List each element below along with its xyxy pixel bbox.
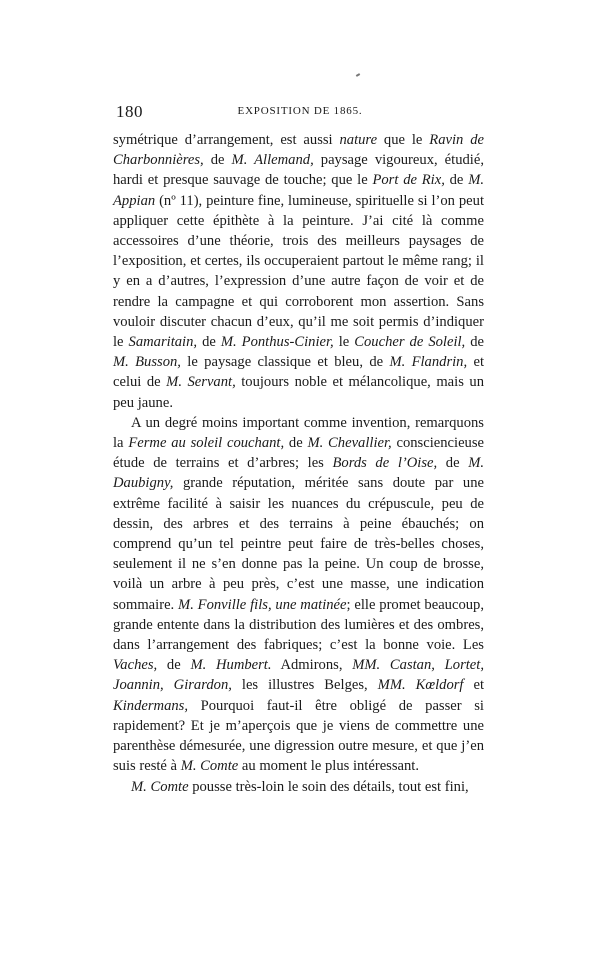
text-run: Admirons, [271,657,353,674]
text-run: de [465,334,484,351]
italic-run: Vaches, [113,657,158,674]
italic-run: M. Appian [113,172,484,209]
italic-run: Bords de l’Oise, [332,455,438,472]
italic-run: Samaritain, [128,334,198,351]
text-run: le [333,334,355,351]
text-run: de [437,455,469,472]
italic-run: M. Daubigny, [113,455,484,492]
ink-speck [356,73,360,77]
italic-run: M. Chevallier, [307,435,392,452]
italic-run: Coucher de Soleil, [354,334,466,351]
text-run: grande réputation, méritée sans doute par une extrême facilité à saisir les nuances du crépuscule, peu de dessin, des arbres et des terrains à peine ébauchés; on comprend qu’un tel peintre peut faire de très-belles choses, seulement il ne s’en donne pas la peine. Un coup de brosse, voilà un arbre à peu près, c’est une masse, une indication sommaire. [113,475,484,613]
italic-run: M. Humbert. [190,657,272,674]
text-run: les illustres Belges, [231,677,378,694]
italic-run: nature [339,132,378,148]
italic-run: M. Comte [131,778,189,795]
text-run: de [197,334,221,351]
italic-run: Ferme au soleil couchant, [128,435,285,452]
italic-run: M. Ponthus-Cinier, [220,334,334,351]
text-run: de [444,172,469,189]
italic-run: M. Servant, [166,374,236,391]
text-run: le paysage classique et bleu, de [180,354,390,371]
text-run: symétrique d’arrangement, est aussi [113,132,340,148]
text-run: A un degré moins important comme invention, remarquons la [113,414,484,452]
italic-run: M. Allemand, [231,152,314,169]
text-run: de [284,435,308,452]
italic-run: MM. Kœldorf [377,677,464,694]
italic-run: M. Comte [180,758,239,775]
italic-run: MM. Castan, Lortet, Joannin, Girardon, [113,657,484,694]
page-number: 180 [116,102,143,121]
body-text [113,130,484,797]
italic-run: M. Busson, [113,354,181,371]
paragraph-3 [113,777,484,797]
text-run: toujours noble et mélancolique, mais un peu jaune. [113,374,484,411]
running-head: EXPOSITION DE 1865. [237,105,363,117]
text-run: de [157,657,191,674]
page-header [116,102,484,124]
paragraph-1 [113,130,484,413]
text-run: de [203,152,232,169]
italic-run: M. Fonville fils, une matinée [178,596,347,613]
paragraph-2 [113,413,484,777]
text-run: au moment le plus intéressant. [238,758,420,775]
italic-run: Kindermans, [113,697,188,714]
text-run: que le [377,132,430,148]
text-run: consciencieuse étude de terrains et d’arbres; les [113,435,485,472]
text-run: Pourquoi faut-il être obligé de passer si rapidement? Et je m’aperçois que je viens de commettre une parenthèse démesurée, une digression outre mesure, et que j’en suis resté à [113,697,484,775]
text-run: paysage vigoureux, étudié, hardi et presque sauvage de touche; que le [113,152,484,189]
text-run: (nº 11), peinture fine, lumineuse, spirituelle si l’on peut appliquer cette épithète à la peinture. J’ai cité là comme accessoires d’une théorie, trois des meilleurs paysages de l’exposition, et certes, ils occuperaient partout le même rang; il y en a d’autres, l’expression d’une autre façon de voir et de rendre la campagne et qui corroborent mon assertion. Sans vouloir discuter chacun d’eux, qu’il me soit permis d’indiquer le [113,192,484,351]
text-run: et celui de [113,354,484,391]
italic-run: M. Flandrin, [389,354,468,371]
italic-run: Port de Rix, [372,172,445,189]
italic-run: Ravin de Charbonnières, [113,132,484,169]
text-run: pousse très-loin le soin des détails, tout est fini, [188,778,469,795]
text-run: ; elle promet beaucoup, grande entente dans la distribution des lumières et des ombres, dans l’arrangement des fabriques; c’est la bonne voie. Les [113,596,484,654]
text-run: et [463,677,485,694]
